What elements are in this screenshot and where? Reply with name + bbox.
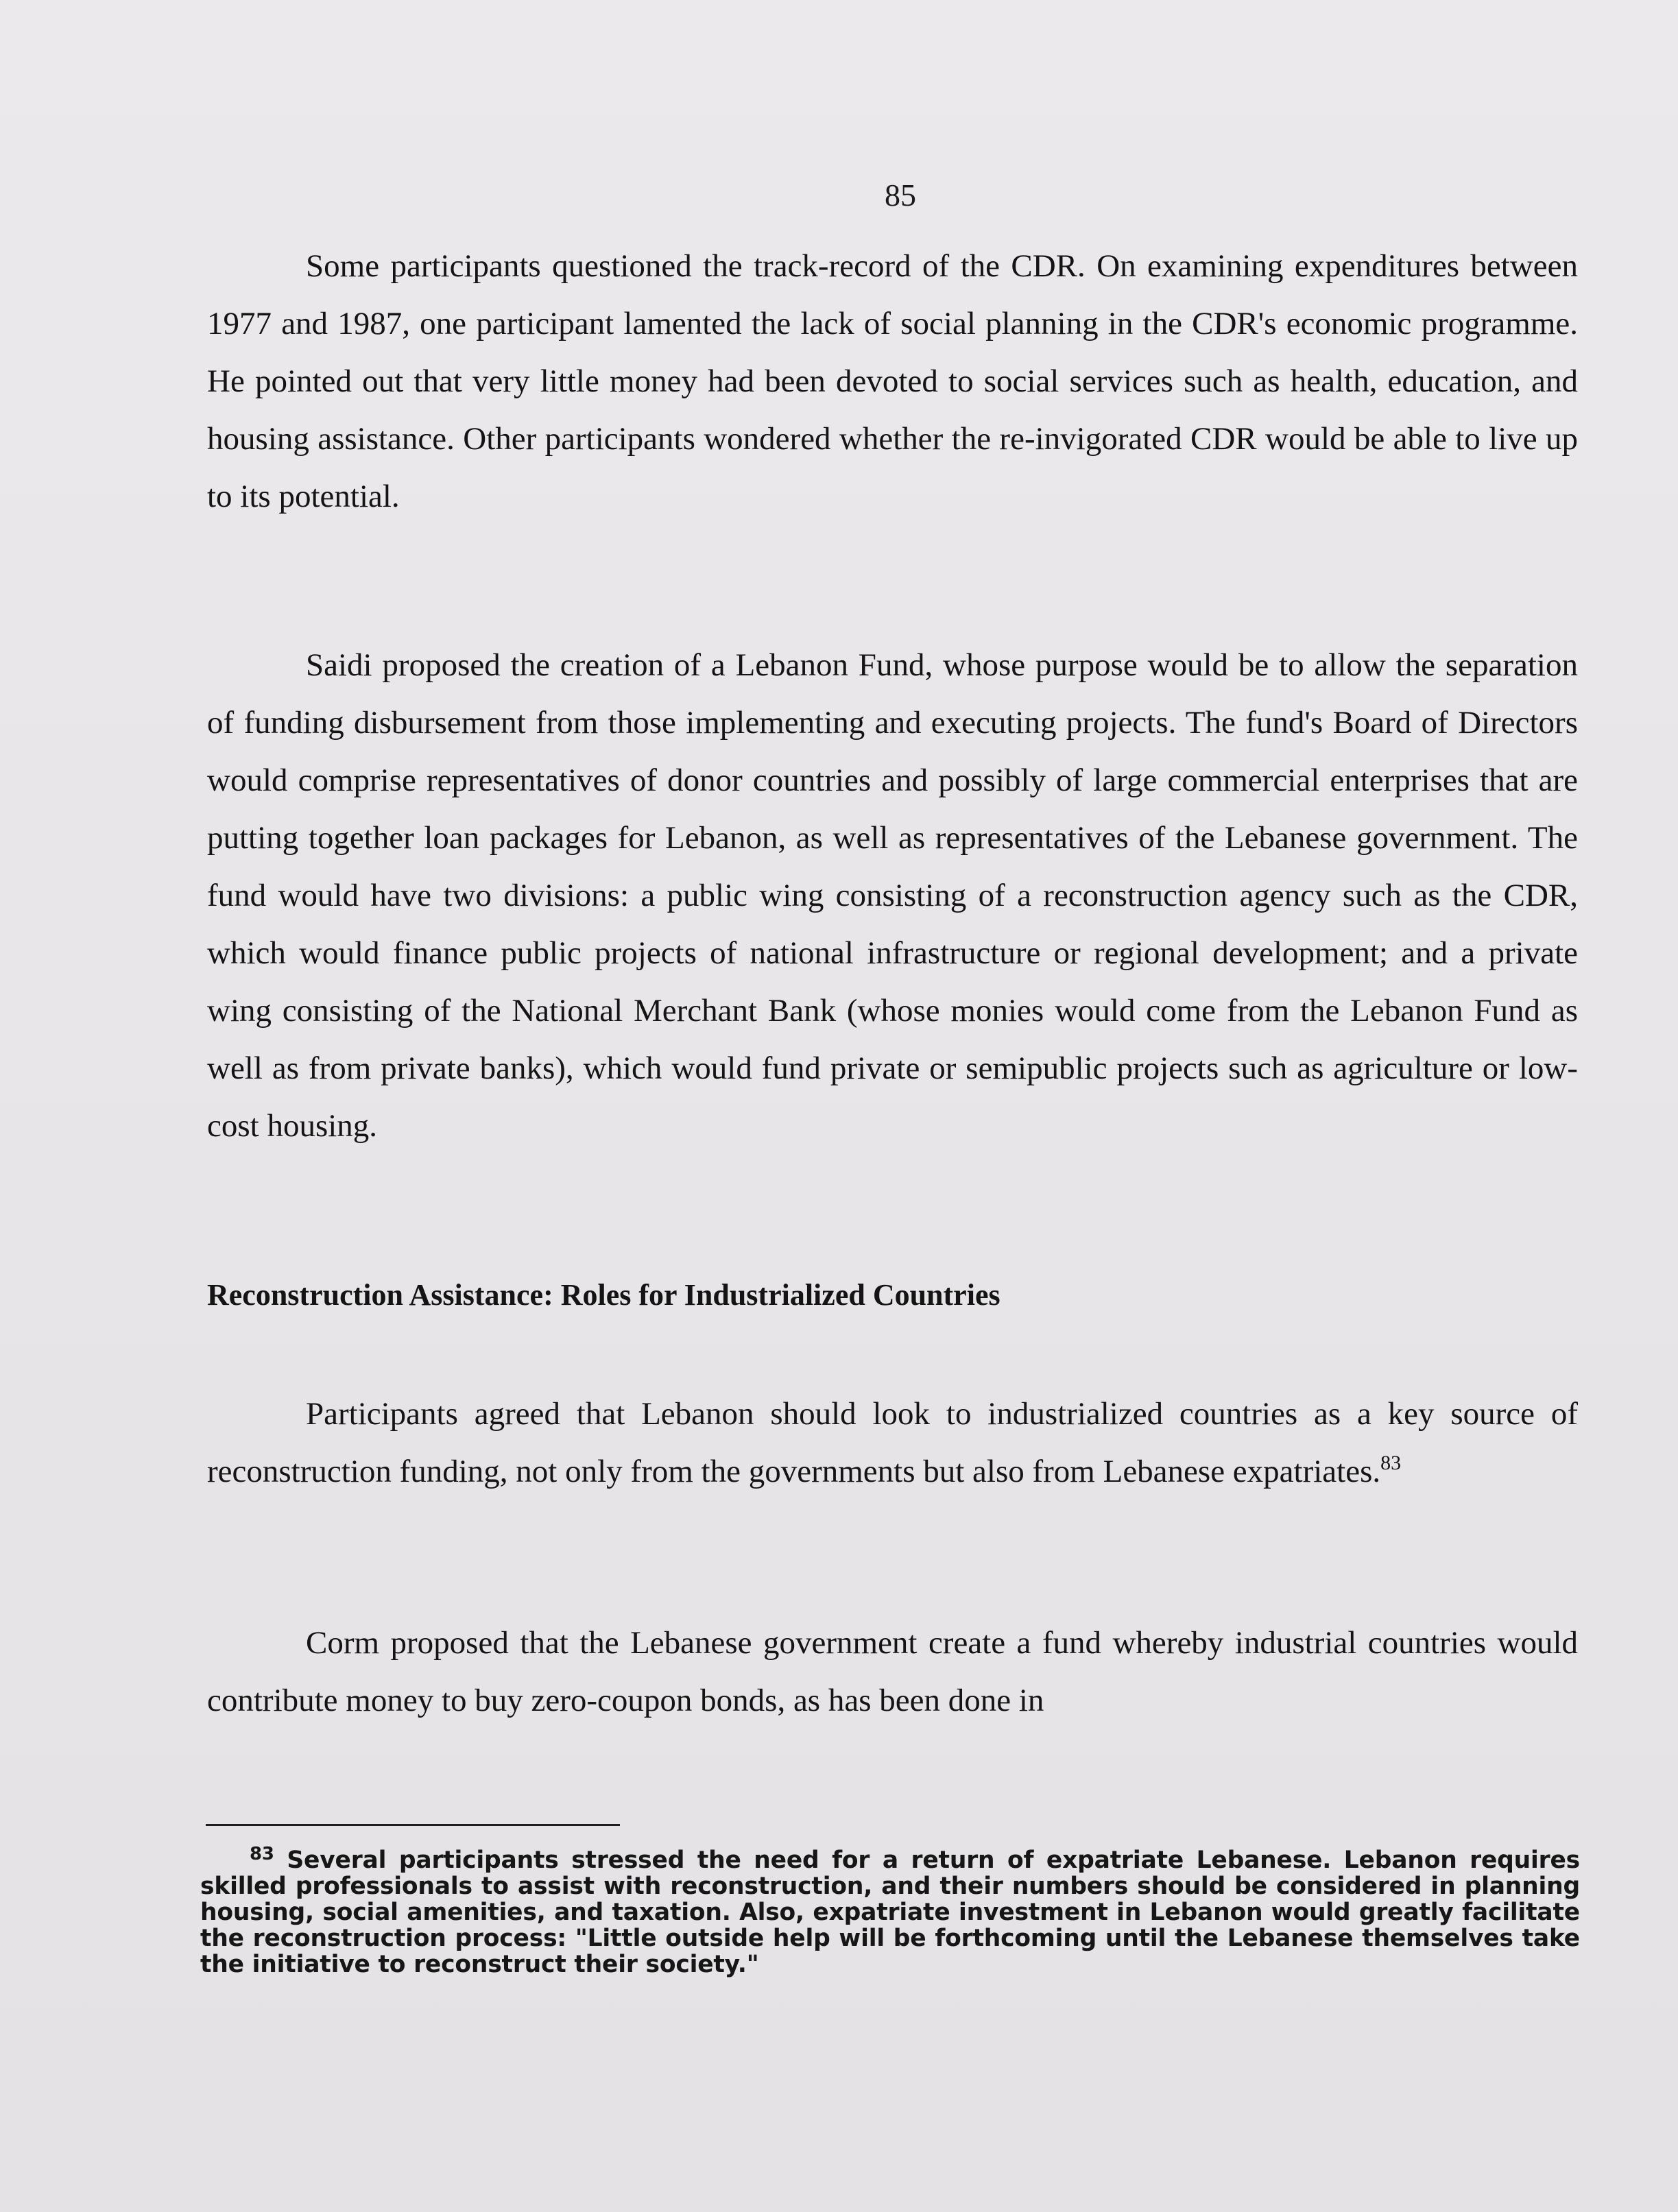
page-number: 85 — [885, 178, 916, 213]
paragraph-cdr-track-record: Some participants questioned the track-record of the CDR. On examining expenditures between 1977 and 1987, one participant lamented the lack of social planning in the CDR's economic programme. He pointed out that very little money had been devoted to social services such as health, education, and housing assistance. Other participants wondered whether the re-invigorated CDR would be able to live up to its potential. — [207, 248, 1578, 514]
footnote — [200, 1844, 1581, 1978]
footnote-number: 83 — [250, 1844, 274, 1864]
paragraph-zero-coupon-bonds: Corm proposed that the Lebanese government create a fund whereby industrial countries would contribute money to buy zero-coupon bonds, as has been done in — [207, 1625, 1578, 1718]
paragraph-industrialized-countries-text: Participants agreed that Lebanon should look to industrialized countries as a key source of reconstruction funding, not only from the governments but also from Lebanese expatriates. — [207, 1396, 1578, 1489]
section-heading: Reconstruction Assistance: Roles for Industrialized Countries — [207, 1278, 1000, 1312]
paragraph-lebanon-fund: Saidi proposed the creation of a Lebanon Fund, whose purpose would be to allow the separation of funding disbursement from those implementing and executing projects. The fund's Board of Directors would comprise representatives of donor countries and possibly of large commercial enterprises that are putting together loan packages for Lebanon, as well as representatives of the Lebanese government. The fund would have two divisions: a public wing consisting of a reconstruction agency such as the CDR, which would finance public projects of national infrastructure or regional development; and a private wing consisting of the National Merchant Bank (whose monies would come from the Lebanon Fund as well as from private banks), which would fund private or semipublic projects such as agriculture or low-cost housing. — [207, 647, 1578, 1144]
footnote-text: Several participants stressed the need for a return of expatriate Lebanese. Lebanon requires skilled professionals to assist with reconstruction, and their numbers should be considered in planning housing, social amenities, and taxation. Also, expatriate investment in Lebanon would greatly facilitate the reconstruction process: "Little outside help will be forthcoming until the Lebanese themselves take the initiative to reconstruct their society." — [200, 1847, 1581, 1978]
footnote-divider — [206, 1824, 620, 1826]
paragraph-industrialized-countries — [207, 1385, 1578, 1500]
footnote-reference: 83 — [1380, 1452, 1402, 1474]
